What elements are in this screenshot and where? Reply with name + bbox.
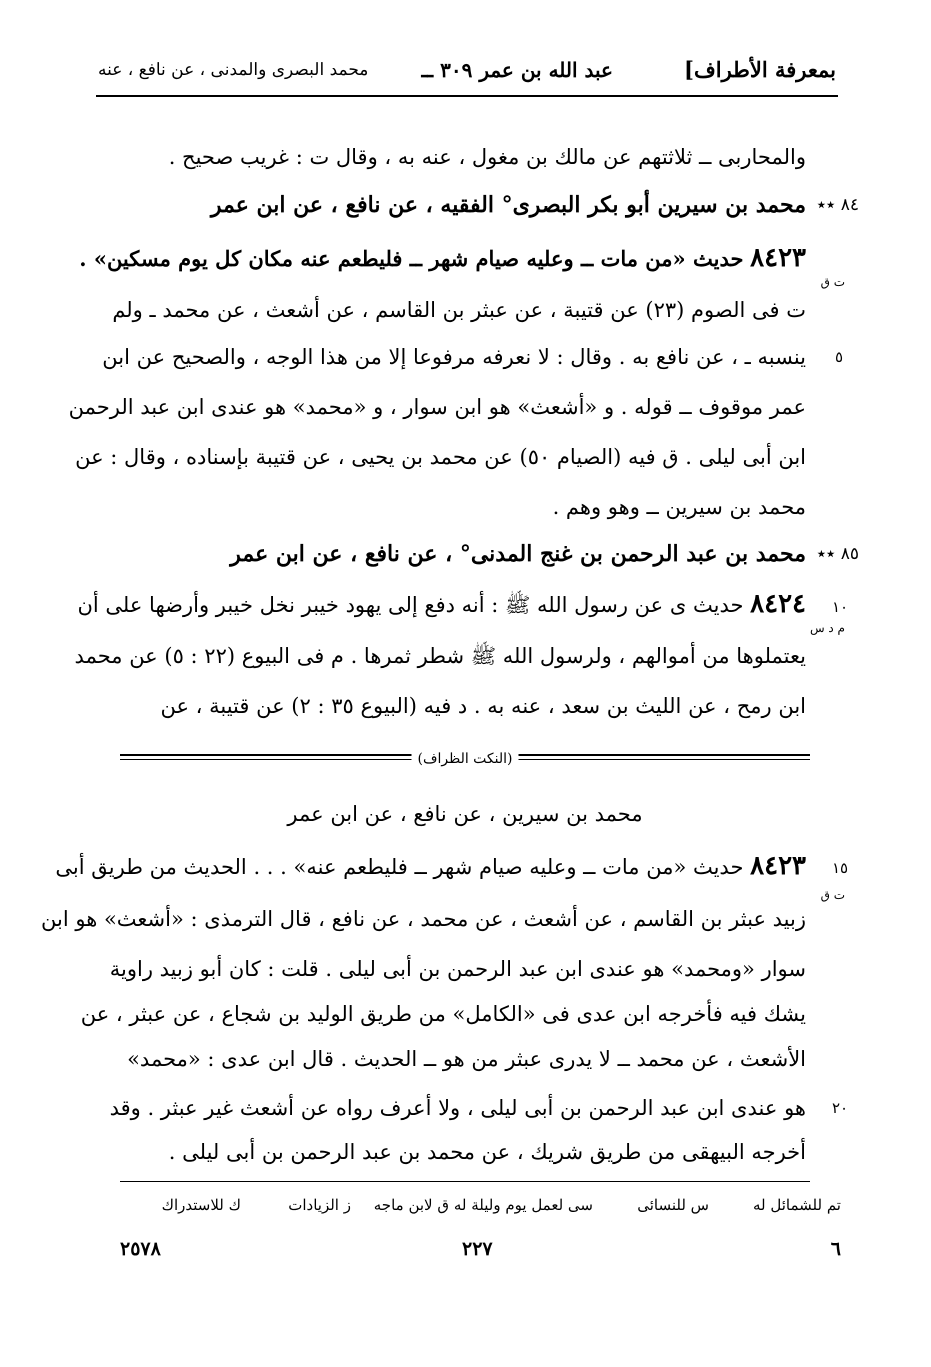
entry-number <box>817 540 859 568</box>
footer-key-item: تم للشمائل له <box>752 1196 841 1214</box>
hadith-text: حديث ى عن رسول الله ﷺ : أنه دفع إلى يهود خيبر نخل خيبر وأرضها على أن <box>77 593 744 617</box>
text-line: ت فى الصوم (٢٣) عن قتيبة ، عن عبثر بن القاسم ، عن أشعث ، عن محمد ـ ولم <box>112 298 806 322</box>
footer-key-item: س للنسائى <box>637 1196 709 1214</box>
text-line: عمر موقوف ــ قوله . و «أشعث» هو ابن سوار ، و «محمد» هو عندى ابن عبد الرحمن <box>68 395 806 419</box>
source-sigla: م د س <box>809 621 845 635</box>
text-line: ابن أبى ليلى . ق فيه (الصيام ٥٠) عن محمد بن يحيى ، عن قتيبة بإسناده ، وقال : عن <box>75 445 806 469</box>
entry-number <box>817 191 859 219</box>
text-line: الأشعث ، عن محمد ــ لا يدرى عبثر من هو ــ الحديث . قال ابن عدى : «محمد» <box>127 1047 806 1071</box>
text-line: يشك فيه فأخرجه ابن عدى فى «الكامل» من طريق الوليد بن شجاع ، عن عبثر ، عن <box>80 1002 806 1026</box>
page-number-center: ٢٢٧ <box>462 1238 493 1260</box>
text-line: ابن رمح ، عن الليث بن سعد ، عنه به . د فيه (البيوع ٣٥ : ٢) عن قتيبة ، عن <box>160 694 806 718</box>
text-line: ينسبه ـ ، عن نافع به . وقال : لا نعرفه مرفوعا إلا من هذا الوجه ، والصحيح عن ابن <box>102 345 806 369</box>
hadith-first-line <box>79 244 806 273</box>
hadith-text: حديث «من مات ــ وعليه صيام شهر ــ فليطعم عنه» . . . الحديث من طريق أبى <box>55 855 744 879</box>
footer-key-item: سى لعمل يوم وليلة له <box>453 1196 593 1214</box>
hadith-first-line <box>55 852 806 881</box>
hadith-number: ٨٤٢٤ <box>750 589 806 619</box>
entry-title: محمد بن سيرين أبو بكر البصرى° الفقيه ، عن نافع ، عن ابن عمر <box>210 192 806 218</box>
text-line: سوار «ومحمد» هو عندى ابن عبد الرحمن بن أبى ليلى . قلت : كان أبو زبيد راوية <box>109 957 806 981</box>
footer-rule <box>120 1181 810 1182</box>
text-line: يعتملوها من أموالهم ، ولرسول الله ﷺ شطر ثمرها . م فى البيوع (٢٢ : ٥) عن محمد <box>74 644 806 668</box>
header-book-title: بمعرفة الأطراف] <box>684 57 836 82</box>
hadith-number: ٨٤٢٣ <box>750 851 806 881</box>
entry-title: محمد بن عبد الرحمن بن غنج المدنى° ، عن نافع ، عن ابن عمر <box>230 541 806 567</box>
text-line: محمد بن سيرين ــ وهو وهم . <box>552 495 806 519</box>
entry-number-value: ٨٥ <box>840 544 859 564</box>
margin-line-number: ١٠ <box>832 598 849 616</box>
footer-key-item: ك للاستدراك <box>161 1196 241 1214</box>
hadith-number: ٨٤٢٣ <box>750 243 806 273</box>
source-sigla: ت ق <box>820 888 845 902</box>
header-rule <box>96 95 838 97</box>
section-heading: محمد بن سيرين ، عن نافع ، عن ابن عمر <box>287 802 643 826</box>
page-number-right: ٦ <box>830 1238 841 1260</box>
text-line: والمحاربى ــ ثلاثتهم عن مالك بن مغول ، عنه به ، وقال ت : غريب صحيح . <box>168 145 806 169</box>
divider-label: (النكت الظراف) <box>412 748 519 770</box>
source-sigla: ت ق <box>820 275 845 289</box>
text-line: أخرجه البيهقى من طريق شريك ، عن محمد بن عبد الرحمن بن أبى ليلى . <box>168 1140 806 1164</box>
footer-key-item: ق لابن ماجه <box>373 1196 449 1214</box>
section-divider <box>120 748 810 772</box>
hadith-first-line <box>77 590 806 619</box>
entry-number-value: ٨٤ <box>840 195 859 215</box>
margin-line-number: ٥ <box>835 348 844 366</box>
margin-line-number: ١٥ <box>832 859 849 877</box>
entry-stars: ٭٭ <box>816 195 836 215</box>
text-line: زبيد عبثر بن القاسم ، عن أشعث ، عن محمد ، عن نافع ، قال الترمذى : «أشعث» هو ابن <box>41 907 806 931</box>
header-chapter: عبد الله بن عمر ٣٠٩ ــ <box>421 58 613 82</box>
footer-key-item: ز الزيادات <box>288 1196 351 1214</box>
entry-stars: ٭٭ <box>816 544 836 564</box>
text-line: هو عندى ابن عبد الرحمن بن أبى ليلى ، ولا أعرف رواه عن أشعث غير عبثر . وقد <box>109 1096 806 1120</box>
margin-line-number: ٢٠ <box>832 1099 849 1117</box>
page-number-left: ٢٥٧٨ <box>120 1238 161 1260</box>
header-subject: محمد البصرى والمدنى ، عن نافع ، عنه <box>98 60 369 80</box>
hadith-text: حديث «من مات ــ وعليه صيام شهر ــ فليطعم عنه مكان كل يوم مسكين» . <box>79 246 744 271</box>
